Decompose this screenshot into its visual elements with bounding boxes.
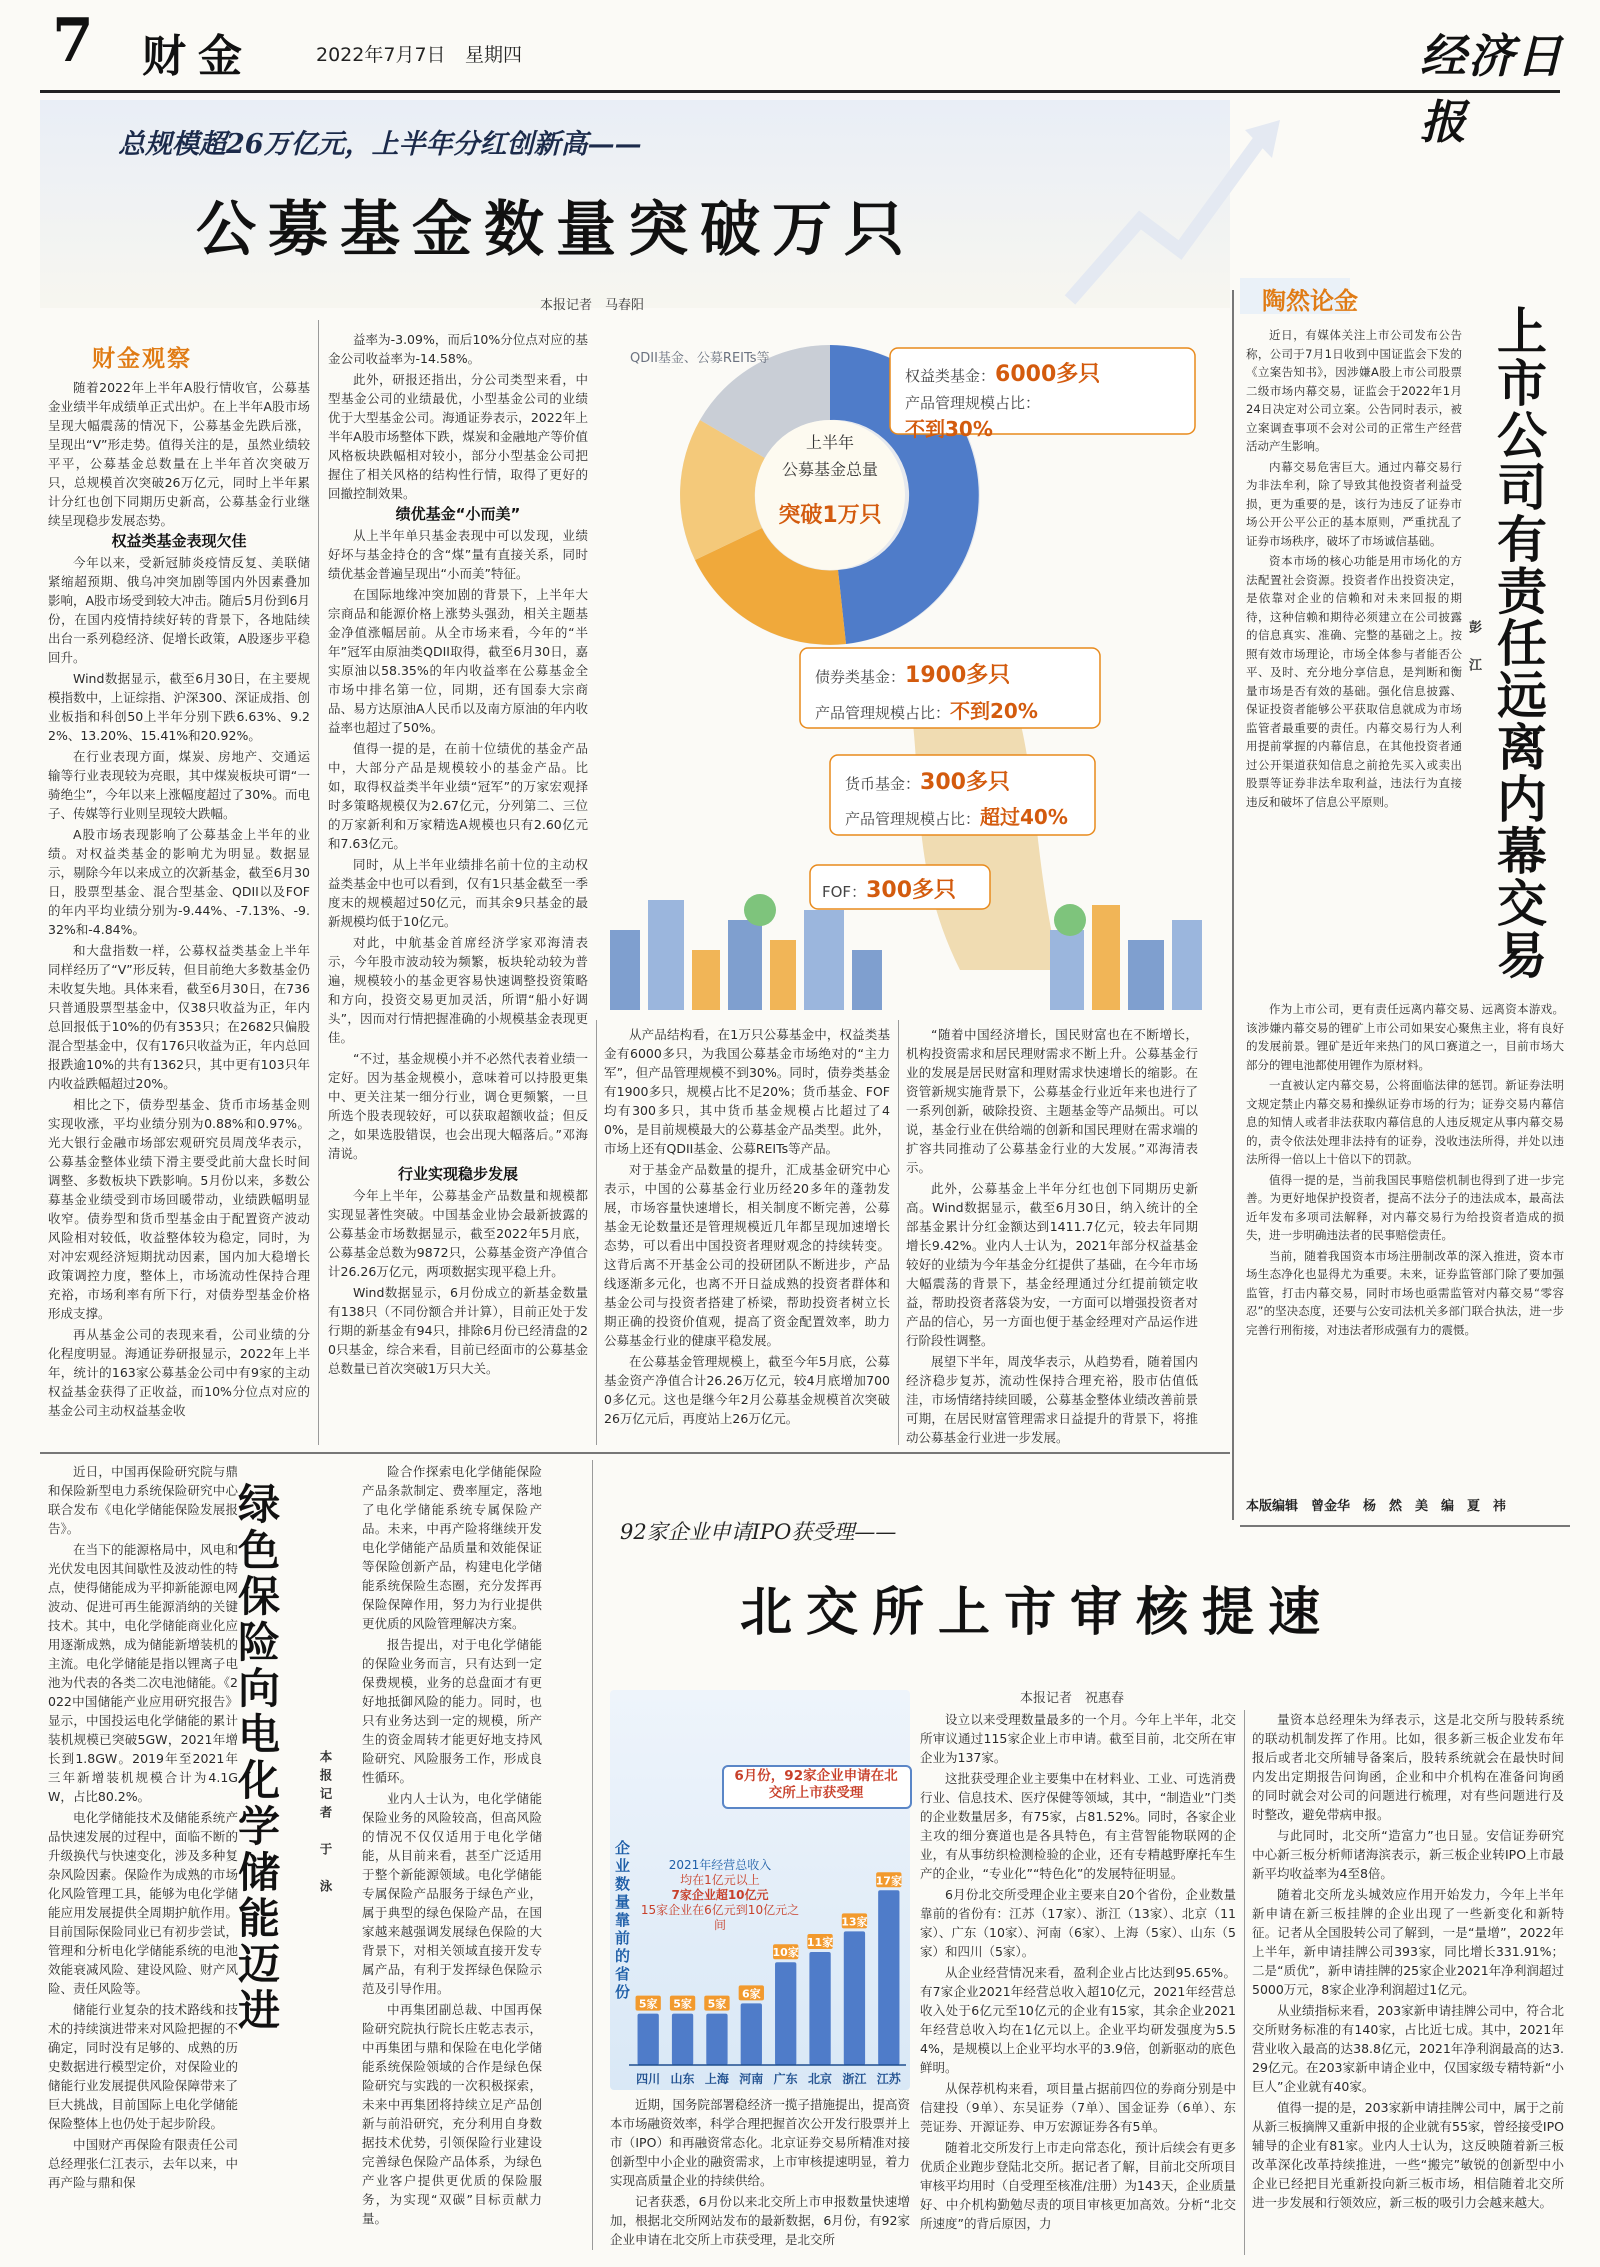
value-label: 11家 xyxy=(806,1935,834,1949)
value-label: 13家 xyxy=(841,1915,868,1929)
value-label: 5家 xyxy=(707,1997,727,2011)
column-rule xyxy=(318,320,319,1445)
category-label: 河南 xyxy=(739,2072,764,2086)
category-label: 上海 xyxy=(704,2072,729,2086)
value-label: 10家 xyxy=(772,1946,799,1960)
bar-广东 xyxy=(775,1962,796,2065)
insurance-byline: 本报记者 于 泳 xyxy=(318,1750,333,1898)
section-subhead: 行业实现稳步发展 xyxy=(397,1165,518,1183)
commentary-body xyxy=(1246,1000,1564,1341)
bond-share-label xyxy=(815,695,1038,724)
paragraph: 险合作探索电化学储能保险产品条款制定、费率厘定，落地了电化学储能系统专属保险产品。未来，中再产险将继续开发电化学储能产品质量和效能保证等保险创新产品，构建电化学储能系统保险生态圈，充分发挥再保险保障作用，努力为行业提供更优质的风险管理解决方案。 xyxy=(362,1464,542,1631)
paragraph: 从业绩指标来看，203家新申请挂牌公司中，符合北交所财务标准的有140家，占比近七成。其中，2021年营业收入最高的达38.8亿元，2021年净利润最高的达3.29亿元。在203家新申请企业中，仅国家级专精特新“小巨人”企业就有40家。 xyxy=(1252,2003,1564,2094)
value-label: 6家 xyxy=(741,1987,761,2001)
share-value: 不到30% xyxy=(905,417,993,441)
insurance-title: 绿色保险向电化学储能迈进 xyxy=(232,1482,281,2034)
share-caption: 产品管理规模占比： xyxy=(905,394,1041,412)
fund-headline: 公募基金数量突破万只 xyxy=(196,195,916,265)
paragraph: 电化学储能技术及储能系统产品快速发展的过程中，面临不断的升级换代与快速变化，涉及多种复杂风险因素。保险作为成熟的市场化风险管理工具，能够为电化学储能应用发展提供全周期护航作用。目前国际保险同业已有初步尝试，管理和分析电化学储能系统的电池效能衰减风险、建设风险、财产风险、责任风险等。 xyxy=(48,1810,238,1996)
donut-center-line2: 公募基金总量 xyxy=(781,460,879,479)
column-tag: 财金观察 xyxy=(92,345,192,372)
column-rule xyxy=(592,1460,593,2250)
value-label: 17家 xyxy=(875,1874,902,1888)
section-name: 财金 xyxy=(142,31,254,82)
paragraph: 值得一提的是，203家新申请挂牌公司中，属于之前从新三板摘牌又重新申报的企业就有55家，曾经接受IPO辅导的企业有81家。业内人士认为，这反映随着新三板改革深化改革持续推进，一些“搬完”敏锐的创新型中小企业已经把目光重新投向新三板市场，相信随着北交所进一步发展和行领效应，新三板的吸引力会越来越大。 xyxy=(1252,2100,1564,2210)
paragraph: 报告提出，对于电化学储能的保险业务而言，只有达到一定保费规模，业务的总盘面才有更好地抵御风险的能力。同时，也只有业务达到一定的规模，所产生的资金周转才能更好地支持风险研究、风险服务工作，形成良性循环。 xyxy=(362,1637,542,1785)
fund-column-4 xyxy=(906,1025,1198,1449)
page-editors: 本版编辑 曾金华 杨 然 美 编 夏 祎 xyxy=(1246,1499,1507,1514)
donut-center-line1: 上半年 xyxy=(805,433,855,452)
equity-fund-label xyxy=(905,357,1100,388)
paragraph: 同时，从上半年业绩排名前十位的主动权益类基金中也可以看到，仅有1只基金截至一季度末的规模超过50亿元，而其余9只基金的最新规模均低于10亿元。 xyxy=(328,857,588,929)
paragraph: 此外，研报还指出，分公司类型来看，中型基金公司的业绩最优，小型基金公司的业绩优于大型基金公司。海通证券表示，2022年上半年A股市场整体下跌，煤炭和金融地产等价值风格板块跌幅相对较小，部分小型基金公司把握住了相关风格的结构性行情，取得了更好的回撤控制效果。 xyxy=(328,372,588,501)
fof-fund-label xyxy=(822,873,956,904)
value-label: 5家 xyxy=(638,1997,658,2011)
bse-column-3 xyxy=(1252,1710,1564,2214)
fund-count: 300多只 xyxy=(866,878,957,903)
bse-column-1 xyxy=(610,2095,910,2251)
category-label: 浙江 xyxy=(842,2072,867,2086)
paragraph: 资本市场的核心功能是用市场化的方法配置社会资源。投资者作出投资决定，是依靠对企业的信赖和对未来回报的期待，这种信赖和期待必须建立在公司披露的信息真实、准确、完整的基础之上。按照有效市场理论，市场全体参与者能否公平、及时、充分地分享信息，是判断和衡量市场是否有效的基础。强化信息披露、保证投资者能够公平获取信息就成为市场监管者最重要的责任。内幕交易行为人利用提前掌握的内幕信息，在其他投资者通过公开渠道获知信息之前抢先买入或卖出股票等证券非法牟取利益，违法行为直接违反和破坏了信息公平原则。 xyxy=(1246,554,1462,809)
paragraph: 和大盘指数一样，公募权益类基金上半年同样经历了“V”形反转，但目前绝大多数基金仍未收复失地。具体来看，截至6月30日，在736只普通股票型基金中，仅38只收益为正，年内总回报低于10%的仍有353只；在2682只偏股混合型基金中，仅有176只收益为正，年内总回报跌逾10%的共有1362只，其中更有103只年内收益跌幅超过20%。 xyxy=(48,943,310,1091)
commentary-author: 彭 江 xyxy=(1466,620,1481,677)
column-rule xyxy=(596,1020,597,1445)
paragraph: 设立以来受理数量最多的一个月。今年上半年，北交所审议通过115家企业上市申请。截至目前，北交所在审企业为137家。 xyxy=(920,1712,1236,1765)
fund-column-3 xyxy=(604,1025,890,1430)
paragraph: 在公募基金管理规模上，截至今年5月底，公募基金资产净值合计26.26万亿元，较4月底增加7000多亿元。这也是继今年2月公募基金规模首次突破26万亿元后，再度站上26万亿元。 xyxy=(604,1354,890,1426)
share-value: 超过40% xyxy=(980,805,1068,829)
paragraph: 在当下的能源格局中，风电和光伏发电因其间歇性及波动性的特点，使得储能成为平抑新能源电网波动、促进可再生能源消纳的关键技术。其中，电化学储能商业化应用逐渐成熟，成为储能新增装机的主流。电化学储能是指以锂离子电池为代表的各类二次电池储能。《2022中国储能产业应用研究报告》显示，中国投运电化学储能的累计装机规模已突破5GW，2021年增长到1.8GW。2019年至2021年三年新增装机规模合计为4.1GW，占比80.2%。 xyxy=(48,1542,238,1804)
paragraph: 在国际地缘冲突加剧的背景下，上半年大宗商品和能源价格上涨势头强劲，相关主题基金净值涨幅居前。从全市场来看，今年的“半年”冠军由原油类QDII取得，截至6月30日，嘉实原油以58.35%的年内收益率在公募基金全市场中排名第一位，同期，还有国泰大宗商品、易方达原油A人民币以及南方原油的年内收益率也超过了50%。 xyxy=(328,587,588,735)
bar-山东 xyxy=(672,2014,693,2065)
paragraph: 相比之下，债券型基金、货币市场基金则实现收涨，平均业绩分别为0.88%和0.97%。光大银行金融市场部宏观研究员周茂华表示，公募基金整体业绩下滑主要受此前大盘长时间调整、多数板块下跌影响。5月份以来，多数公募基金业绩受到市场回暖带动，业绩跌幅明显收窄。债券型和货币型基金由于配置资产波动风险相对较低，收益整体较为稳定，同时，为对冲宏观经济短期扰动因素，国内加大稳增长政策调控力度，整体上，市场流动性保持合理充裕，市场利率有所下行，对债券型基金价格形成支撑。 xyxy=(48,1097,310,1321)
paragraph: 从企业经营情况来看，盈利企业占比达到95.65%。有7家企业2021年经营总收入超10亿元，2021年经营总收入处于6亿元至10亿元的企业有15家，其余企业2021年经营总收入均在1亿元以上。企业平均研发强度为5.54%，是规模以上企业平均水平的3.9倍，创新驱动的底色鲜明。 xyxy=(920,1965,1236,2075)
paragraph: 6月份北交所受理企业主要来自20个省份，企业数量靠前的省份有：江苏（17家）、浙江（13家）、北京（11家）、广东（10家）、河南（6家）、上海（5家）、山东（5家）和四川（5家）。 xyxy=(920,1887,1236,1959)
section-divider xyxy=(40,1452,1230,1454)
money-fund-label xyxy=(845,765,1010,796)
issue-weekday: 星期四 xyxy=(465,44,523,66)
commentary-lead xyxy=(1246,326,1462,813)
bse-byline: 本报记者 祝惠春 xyxy=(1020,1691,1125,1706)
fund-type-name: FOF： xyxy=(822,883,867,901)
paragraph: 作为上市公司，更有责任远离内幕交易、远离资本游戏。该涉嫌内幕交易的锂矿上市公司如果安心聚焦主业，将有良好的发展前景。锂矿是近年来热门的风口赛道之一，目前市场大部分的锂电池都使用锂作为原材料。 xyxy=(1246,1002,1564,1072)
bse-bar-chart xyxy=(625,1860,910,2090)
paragraph: 益率为-3.09%，而后10%分位点对应的基金公司收益率为-14.58%。 xyxy=(328,332,588,366)
paragraph: 展望下半年，周茂华表示，从趋势看，随着国内经济稳步复苏，流动性保持合理充裕，股市估值低洼，市场情绪持续回暖，公募基金整体业绩改善前景可期，在居民财富管理需求日益提升的背景下，将推动公募基金行业进一步发展。 xyxy=(906,1354,1198,1445)
equity-share-label xyxy=(905,392,1040,442)
paragraph: 储能行业复杂的技术路线和技术的持续演进带来对风险把握的不确定，同时没有足够的、成熟的历史数据进行模型定价，对保险业的储能行业发展提供风险保障带来了巨大挑战，目前国际上电化学储能保险整体上也仍处于起步阶段。 xyxy=(48,2002,238,2131)
bar-四川 xyxy=(638,2014,659,2065)
category-label: 北京 xyxy=(808,2072,833,2086)
commentary-tag: 陶然论金 xyxy=(1262,286,1358,315)
fund-count: 6000多只 xyxy=(995,362,1101,387)
paragraph: 从保荐机构来看，项目量占据前四位的券商分别是中信建投（9单）、东吴证券（7单）、国金证券（6单）、东莞证券、开源证券、申万宏源证券各有5单。 xyxy=(920,2081,1236,2134)
paragraph: 此外，公募基金上半年分红也创下同期历史新高。Wind数据显示，截至6月30日，纳入统计的全部基金累计分红金额达到1411.7亿元，较去年同期增长9.42%。业内人士认为，2021年部分权益基金较好的业绩为今年基金分红提供了基础，在今年市场大幅震荡的背景下，基金经理通过分红提前锁定收益，帮助投资者落袋为安，一方面可以增强投资者对产品的信心，另一方面也便于基金经理对产品运作进行阶段性调整。 xyxy=(906,1181,1198,1348)
fund-type-name: 权益类基金： xyxy=(905,367,996,385)
fund-count: 300多只 xyxy=(920,770,1010,795)
bar-北京 xyxy=(809,1952,830,2065)
paragraph: 业内人士认为，电化学储能保险业务的风险较高，但高风险的情况不仅仅适用于电化学储能，从目前来看，甚至广泛适用于整个新能源领域。电化学储能专属保险产品服务于绿色产业，属于典型的绿色保险产品，在国家越来越强调发展绿色保险的大背景下，对相关领域直接开发专属产品，有利于发挥绿色保险示范及引导作用。 xyxy=(362,1791,542,1996)
column-rule xyxy=(1232,290,1234,1520)
paragraph: “随着中国经济增长，国民财富也在不断增长，机构投资需求和居民理财需求不断上升。公募基金行业的发展是居民财富和理财需求快速增长的缩影。在资管新规实施背景下，公募基金行业近年来也进行了一系列创新，破除投资、主题基金等产品频出。可以说，基金行业在供给端的创新和国民理财在需求端的扩容共同推动了公募基金行业的大发展。”邓海清表示。 xyxy=(906,1027,1198,1175)
legend-title: 2021年经营总收入 xyxy=(668,1858,772,1872)
bse-headline: 北交所上市审核提速 xyxy=(740,1582,1335,1643)
section-subhead: 绩优基金“小而美” xyxy=(395,505,521,523)
insurance-column-2 xyxy=(362,1462,542,2230)
donut-center-line3: 突破1万只 xyxy=(778,503,882,528)
share-caption: 产品管理规模占比： xyxy=(845,810,981,828)
section-divider xyxy=(1240,1525,1570,1527)
paragraph: “不过，基金规模小并不必然代表着业绩一定好。因为基金规模小，意味着可以持股更集中、更关注某一细分行业，调仓更频繁，一旦所选个股表现较好，可以获取超额收益；但反之，如果选股错误，也会出现大幅落后。”邓海清说。 xyxy=(328,1051,588,1161)
legend-item: 15家企业在6亿元到10亿元之间 xyxy=(640,1903,800,1932)
bse-column-2 xyxy=(920,1710,1236,2235)
paragraph: 对此，中航基金首席经济学家邓海清表示，今年股市波动较为频繁，板块轮动较为普遍，规模较小的基金更容易快速调整投资策略和方向，投资交易更加灵活，所谓“船小好调头”，因而对行情把握准确的小规模基金表现更佳。 xyxy=(328,935,588,1045)
value-label: 5家 xyxy=(673,1997,692,2011)
paragraph: 值得一提的是，在前十位绩优的基金产品中，大部分产品是规模较小的基金产品。比如，取得权益类半年业绩“冠军”的万家宏观择时多策略规模仅为2.67亿元，分列第二、三位的万家新利和万家精选A规模也只有2.60亿元和7.63亿元。 xyxy=(328,741,588,851)
paragraph: 从上半年单只基金表现中可以发现，业绩好坏与基金持仓的含“煤”量有直接关系，同时绩优基金普遍呈现出“小而美”特征。 xyxy=(328,528,588,581)
paragraph: 随着2022年上半年A股行情收官，公募基金业绩半年成绩单正式出炉。在上半年A股市场呈现大幅震荡的情况下，公募基金先跌后涨，呈现出“V”形走势。值得关注的是，虽然业绩较平平，公募基金总数量在上半年首次突破万只，总规模首次突破26万亿元，同时上半年累计分红也创下同期历史新高，公募基金行业继续呈现稳步发展态势。 xyxy=(48,380,310,528)
category-label: 四川 xyxy=(636,2072,661,2086)
insurance-column-1 xyxy=(48,1462,238,2194)
share-value: 不到20% xyxy=(950,699,1038,723)
paragraph: 当前，随着我国资本市场注册制改革的深入推进，资本市场生态净化也显得尤为重要。未来，证券监管部门除了要加强监管，打击内幕交易，同时市场也亟需监管对内幕交易“零容忍”的坚决态度，还要与公安司法机关多部门联合执法，进一步完善行刑衔接，对违法者形成强有力的震慑。 xyxy=(1246,1248,1564,1337)
fund-count: 1900多只 xyxy=(905,663,1011,688)
issue-date: 2022年7月7日 xyxy=(316,44,446,66)
category-label: 江苏 xyxy=(876,2072,901,2086)
bse-kicker: 92家企业申请IPO获受理—— xyxy=(620,1520,897,1544)
legend-item: 均在1亿元以上 xyxy=(680,1873,760,1887)
fund-column-1 xyxy=(48,378,310,1422)
fund-type-name: 债券类基金： xyxy=(815,668,906,686)
bar-江苏 xyxy=(878,1890,899,2065)
paragraph: 对于基金产品数量的提升，汇成基金研究中心表示，中国的公募基金行业历经20多年的蓬勃发展，市场容量快速增长，相关制度不断完善，公募基金无论数量还是管理规模近几年都呈现加速增长态势，可以看出中国投资者理财观念的持续转变。这背后离不开基金公司的投研团队不断进步，产品线逐渐多元化，也离不开日益成熟的投资者群体和基金公司与投资者搭建了桥梁，帮助投资者树立长期正确的投资价值观，提高了资金配置效率，助力公募基金行业的健康平稳发展。 xyxy=(604,1162,890,1348)
chart-title: 6月份，92家企业申请在北交所上市获受理 xyxy=(734,1768,898,1801)
paragraph: 内幕交易危害巨大。通过内幕交易行为非法牟利，除了导致其他投资者利益受损，更为重要的是，该行为违反了证券市场公开公平公正的基本原则，严重扰乱了证券市场秩序，破坏了市场诚信基础。 xyxy=(1246,459,1462,548)
fund-type-name: 货币基金： xyxy=(845,775,921,793)
paragraph: 近日，有媒体关注上市公司发布公告称，公司于7月1日收到中国证监会下发的《立案告知书》，因涉嫌A股上市公司股票二级市场内幕交易，证监会于2022年1月24日决定对公司立案。公告同时表示，被立案调查事项不会对公司的正常生产经营活动产生影响。 xyxy=(1246,328,1462,453)
bar-上海 xyxy=(706,2014,727,2065)
bond-fund-label xyxy=(815,658,1010,689)
legend-item: 7家企业超10亿元 xyxy=(671,1888,769,1902)
fund-column-2 xyxy=(328,330,588,1380)
paragraph: 在行业表现方面，煤炭、房地产、交通运输等行业表现较为亮眼，其中煤炭板块可谓“一骑绝尘”，今年以来上涨幅度超过了30%。而电子、传媒等行业则呈现较大跌幅。 xyxy=(48,749,310,821)
money-share-label xyxy=(845,801,1068,830)
qdii-label: QDII基金、公募REITs等 xyxy=(630,351,770,366)
paragraph: 随着北交所龙头城效应作用开始发力，今年上半年新申请在新三板挂牌的企业出现了一些新变化和新特征。记者从全国股转公司了解到，一是“量增”，2022年上半年，新申请挂牌公司393家，同比增长331.91%；二是“质优”，新申请挂牌的25家企业2021年净利润超过5000万元，8家企业净利润超过1亿元。 xyxy=(1252,1887,1564,1997)
paragraph: 从产品结构看，在1万只公募基金中，权益类基金有6000多只，为我国公募基金市场绝对的“主力军”，但产品管理规模不到30%。同时，债券类基金有1900多只，规模占比不足20%；货币基金、FOF均有300多只，其中货币基金规模占比超过了40%，是目前规模最大的公募基金产品类型。此外，市场上还有QDII基金、公募REITs等产品。 xyxy=(604,1027,890,1156)
paragraph: 近期，国务院部署稳经济一揽子措施提出，提高资本市场融资效率，科学合理把握首次公开发行股票并上市（IPO）和再融资常态化。北京证券交易所精准对接创新型中小企业的融资需求，上市审核提速明显，着力实现高质量企业的持续供给。 xyxy=(610,2097,911,2188)
commentary-title: 上市公司有责任远离内幕交易 xyxy=(1489,305,1548,981)
category-label: 山东 xyxy=(670,2072,695,2086)
paragraph: Wind数据显示，6月份成立的新基金数量有138只（不同份额合并计算），目前正处于发行期的新基金有94只，排除6月份已经清盘的20只基金，综合来看，目前已经面市的公募基金总数量已首次突破1万只大关。 xyxy=(328,1285,588,1376)
paragraph: 今年上半年，公募基金产品数量和规模都实现显著性突破。中国基金业协会最新披露的公募基金市场数据显示，截至2022年5月底，公募基金总数为9872只，公募基金资产净值合计26.26万亿元，两项数据实现平稳上升。 xyxy=(328,1188,588,1279)
paragraph: 这批获受理企业主要集中在材料业、工业、可选消费行业、信息技术、医疗保健等领域，其中，“制造业”门类的企业数量居多，有75家，占81.52%。同时，各家企业主攻的细分赛道也是各具特色，有主营智能物联网的企业，有从事纺织检测检验的企业，还有专精越野摩托车生产的企业，“专业化”“特色化”的发展特征明显。 xyxy=(920,1771,1236,1881)
bar-浙江 xyxy=(844,1931,865,2065)
page-number: 7 xyxy=(52,6,94,76)
paragraph: 记者获悉，6月份以来北交所上市申报数量快速增加，根据北交所网站发布的最新数据，6月份，有92家企业申请在北交所上市获受理，是北交所 xyxy=(610,2194,910,2247)
paragraph: 随着北交所发行上市走向常态化，预计后续会有更多优质企业跑步登陆北交所。据记者了解，目前北交所项目审核平均用时（自受理至核准/注册）为143天，企业质量好、中介机构勤勉尽责的项目审核更加高效。分析“北交所速度”的背后原因，力 xyxy=(920,2140,1236,2231)
paragraph: 再从基金公司的表现来看，公司业绩的分化程度明显。海通证券研报显示，2022年上半年，统计的163家公募基金公司中有9家的主动权益基金获得了正收益，而10%分位点对应的基金公司主动权益基金收 xyxy=(48,1327,310,1418)
section-subhead: 权益类基金表现欠佳 xyxy=(111,532,247,550)
fund-kicker: 总规模超26万亿元，上半年分红创新高—— xyxy=(118,129,642,160)
bar-河南 xyxy=(741,2003,762,2065)
paragraph: 今年以来，受新冠肺炎疫情反复、美联储紧缩超预期、俄乌冲突加剧等国内外因素叠加影响，A股市场受到较大冲击。随后5月份到6月份，在国内疫情持续好转的背景下，各地陆续出台一系列稳经济、促增长政策，A股逐步平稳回升。 xyxy=(48,555,310,665)
paragraph: 与此同时，北交所“造富力”也日显。安信证券研究中心新三板分析师诸海滨表示，新三板企业转IPO上市最新平均收益率为4至8倍。 xyxy=(1252,1828,1564,1881)
fund-byline: 本报记者 马春阳 xyxy=(540,298,645,313)
chart-side-label: 企业数量靠前的省份 xyxy=(613,1840,631,2002)
paragraph: A股市场表现影响了公募基金上半年的业绩。对权益类基金的影响尤为明显。数据显示，剔除今年以来成立的次新基金，截至6月30日，股票型基金、混合型基金、QDII以及FOF的年内平均业绩分别为-9.44%、-7.13%、-9.32%和-4.84%。 xyxy=(48,827,310,937)
paragraph: 近日，中国再保险研究院与鼎和保险新型电力系统保险研究中心联合发布《电化学储能保险发展报告》。 xyxy=(48,1464,238,1536)
column-rule xyxy=(898,1020,899,1445)
paragraph: 中再集团副总裁、中国再保险研究院执行院长庄乾志表示，中再集团与鼎和保险在电化学储能系统保险领域的合作是绿色保险研究与实践的一次积极探索，未来中再集团将持续立足产品创新与前沿研究，充分利用自身数据技术优势，引领保险行业建设完善绿色保险产品体系，为绿色产业客户提供更优质的保险服务，为实现“双碳”目标贡献力量。 xyxy=(362,2002,542,2226)
paragraph: 量资本总经理朱为绎表示，这是北交所与股转系统的联动机制发挥了作用。比如，很多新三板企业发布年报后或者北交所辅导备案后，股转系统就会在最快时间内发出定期报告问询函，企业和中介机构在准备问询函的同时就会对公司的问题进行梳理，对有些问题进行及时整改，避免带病申报。 xyxy=(1252,1712,1564,1822)
column-rule xyxy=(1244,1710,1245,2255)
paragraph: 一直被认定内幕交易，公将面临法律的惩罚。新证券法明文规定禁止内幕交易和操纵证券市场的行为；证券交易内幕信息的知情人或者非法获取内幕信息的人违反规定从事内幕交易的，责令依法处理非法持有的证券，没收违法所得，并处以违法所得一倍以上十倍以下的罚款。 xyxy=(1246,1078,1564,1166)
masthead-rule xyxy=(40,90,1560,93)
share-caption: 产品管理规模占比： xyxy=(815,704,951,722)
paragraph: 值得一提的是，当前我国民事赔偿机制也得到了进一步完善。为更好地保护投资者，提高不法分子的违法成本，最高法近年发布多项司法解释，对内幕交易行为给投资者造成的损失，进一步明确违法者的民事赔偿责任。 xyxy=(1246,1172,1564,1242)
paragraph: Wind数据显示，截至6月30日，在主要规模指数中，上证综指、沪深300、深证成指、创业板指和科创50上半年分别下跌6.63%、9.22%、13.20%、15.41%和20.92%。 xyxy=(48,671,310,743)
paragraph: 中国财产再保险有限责任公司总经理张仁江表示，去年以来，中再产险与鼎和保 xyxy=(48,2137,238,2190)
category-label: 广东 xyxy=(773,2072,798,2086)
paper-logo: 经济日报 xyxy=(1420,29,1564,149)
